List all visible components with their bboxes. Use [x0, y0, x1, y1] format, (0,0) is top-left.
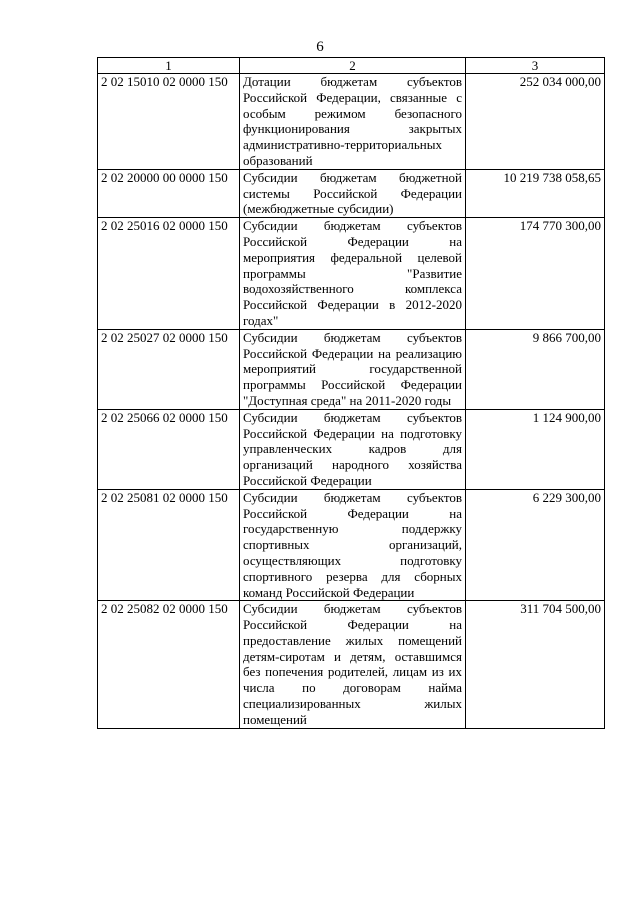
- table-row: [98, 601, 605, 728]
- row-amount: 174 770 300,00: [466, 218, 605, 330]
- column-header-1: 1: [98, 58, 240, 74]
- row-amount: 311 704 500,00: [466, 601, 605, 728]
- row-code: 2 02 25066 02 0000 150: [98, 409, 240, 489]
- row-amount: 6 229 300,00: [466, 489, 605, 601]
- column-header-3: 3: [466, 58, 605, 74]
- row-code: 2 02 25027 02 0000 150: [98, 329, 240, 409]
- row-code: 2 02 25082 02 0000 150: [98, 601, 240, 728]
- row-description: Субсидии бюджетам субъектов Российской Федерации на подготовку управленческих кадров для организаций народного хозяйства Российской Федерации: [240, 409, 466, 489]
- page-number: 6: [316, 39, 324, 55]
- table-row: [98, 489, 605, 601]
- row-description: Субсидии бюджетам субъектов Российской Федерации на предоставление жилых помещений детям-сиротам и детям, оставшимся без попечения родителей, лицам из их числа по договорам найма специализированных жилых помещений: [240, 601, 466, 728]
- row-code: 2 02 25016 02 0000 150: [98, 218, 240, 330]
- row-code: 2 02 15010 02 0000 150: [98, 74, 240, 170]
- row-description: Дотации бюджетам субъектов Российской Федерации, связанные с особым режимом безопасного функционирования закрытых административно-территориальных образований: [240, 74, 466, 170]
- column-header-2: 2: [240, 58, 466, 74]
- row-description: Субсидии бюджетам бюджетной системы Российской Федерации (межбюджетные субсидии): [240, 169, 466, 217]
- row-code: 2 02 20000 00 0000 150: [98, 169, 240, 217]
- row-amount: 9 866 700,00: [466, 329, 605, 409]
- table-row: [98, 218, 605, 330]
- row-amount: 10 219 738 058,65: [466, 169, 605, 217]
- row-amount: 252 034 000,00: [466, 74, 605, 170]
- row-amount: 1 124 900,00: [466, 409, 605, 489]
- table-row: [98, 329, 605, 409]
- table-row: [98, 409, 605, 489]
- table-row: [98, 74, 605, 170]
- row-code: 2 02 25081 02 0000 150: [98, 489, 240, 601]
- table-row: [98, 169, 605, 217]
- budget-revenue-table: [97, 57, 605, 729]
- table-header-row: [98, 58, 605, 74]
- row-description: Субсидии бюджетам субъектов Российской Федерации на реализацию мероприятий государственной программы Российской Федерации "Доступная среда" на 2011-2020 годы: [240, 329, 466, 409]
- row-description: Субсидии бюджетам субъектов Российской Федерации на государственную поддержку спортивных организаций, осуществляющих подготовку спортивного резерва для сборных команд Российской Федерации: [240, 489, 466, 601]
- row-description: Субсидии бюджетам субъектов Российской Федерации на мероприятия федеральной целевой программы "Развитие водохозяйственного комплекса Российской Федерации в 2012-2020 годах": [240, 218, 466, 330]
